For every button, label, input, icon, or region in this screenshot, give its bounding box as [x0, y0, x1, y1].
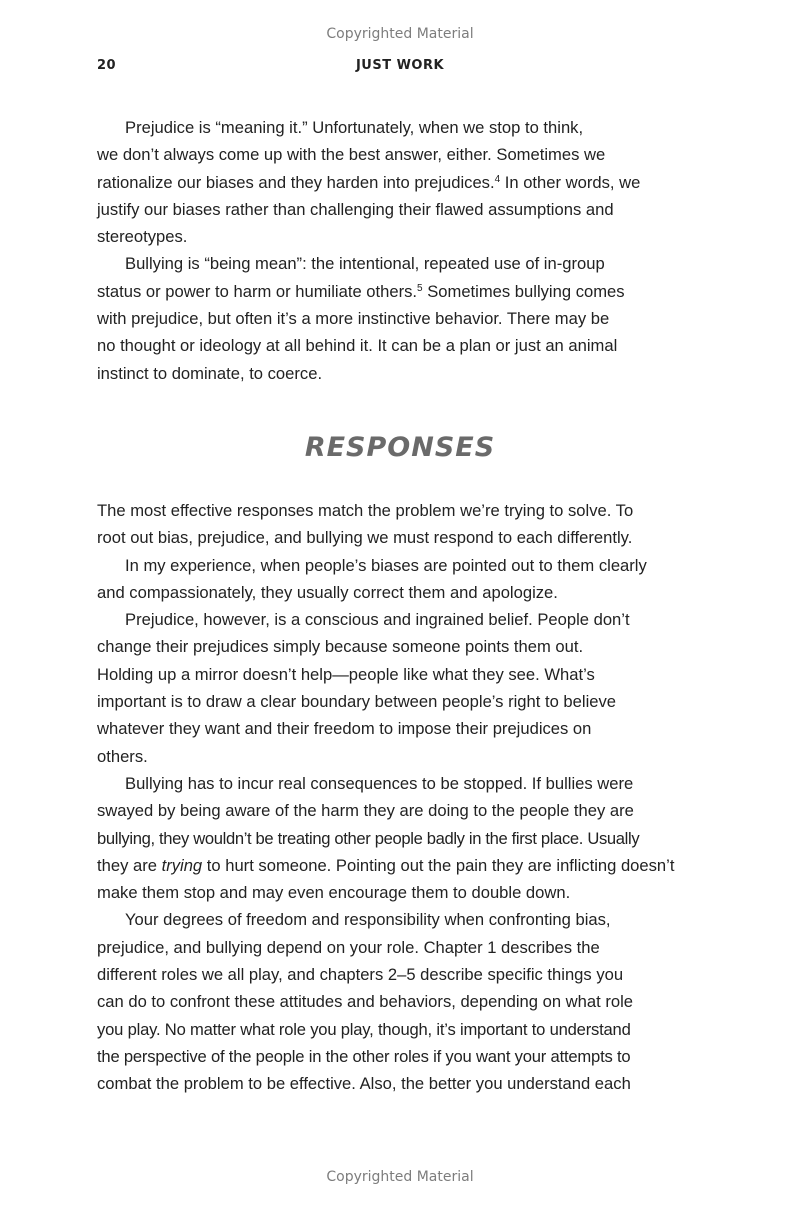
text-line: In my experience, when people’s biases are pointed out to them clearly	[125, 555, 647, 575]
text-line: whatever they want and their freedom to impose their prejudices on	[97, 719, 592, 739]
text-segment: rationalize our biases and they harden into prejudices.	[97, 172, 495, 192]
footnote-ref-5: 5	[417, 282, 423, 294]
text-line: swayed by being aware of the harm they are doing to the people they are	[97, 801, 634, 821]
text-segment: In other words, we	[500, 172, 641, 192]
text-line: can do to confront these attitudes and behaviors, depending on what role	[97, 992, 633, 1012]
running-head	[97, 58, 703, 76]
text-line: root out bias, prejudice, and bullying we must respond to each differently.	[97, 528, 633, 548]
text-line: important is to draw a clear boundary between people’s right to believe	[97, 692, 617, 712]
copyright-watermark-top: Copyrighted Material	[326, 26, 474, 42]
text-line: others.	[97, 746, 148, 766]
emphasis-trying: trying	[161, 855, 203, 875]
paragraph-bullying	[97, 250, 703, 386]
section-heading: RESPONSES	[304, 432, 496, 463]
text-segment: Sometimes bullying comes	[422, 281, 625, 301]
text-line: with prejudice, but often it’s a more instinctive behavior. There may be	[97, 309, 610, 329]
text-segment: status or power to harm or humiliate others.	[97, 281, 418, 301]
text-line: we don’t always come up with the best answer, either. Sometimes we	[97, 145, 606, 165]
text-line: bullying, they wouldn’t be treating other people badly in the first place. Usually	[97, 828, 640, 848]
text-line	[97, 278, 703, 305]
text-block-responses	[97, 497, 703, 1098]
copyright-watermark-bottom: Copyrighted Material	[326, 1169, 474, 1185]
text-line: different roles we all play, and chapters 2–5 describe specific things you	[97, 965, 624, 985]
text-line: and compassionately, they usually correct them and apologize.	[97, 582, 558, 602]
text-block-definitions	[97, 114, 703, 387]
paragraph-prejudice	[97, 114, 703, 250]
text-line: make them stop and may even encourage them to double down.	[97, 883, 571, 903]
text-line: change their prejudices simply because someone points them out.	[97, 637, 584, 657]
text-line: instinct to dominate, to coerce.	[97, 363, 323, 383]
text-line	[97, 169, 703, 196]
text-line: Your degrees of freedom and responsibility when confronting bias,	[125, 910, 611, 930]
text-line: the perspective of the people in the other roles if you want your attempts to	[97, 1046, 631, 1066]
text-segment: to hurt someone. Pointing out the pain they are inflicting doesn’t	[202, 855, 675, 875]
text-line: prejudice, and bullying depend on your role. Chapter 1 describes the	[97, 937, 600, 957]
text-line: no thought or ideology at all behind it. It can be a plan or just an animal	[97, 336, 618, 356]
paragraph-prejudice-belief	[97, 606, 703, 770]
text-line: justify our biases rather than challenging their flawed assumptions and	[97, 199, 614, 219]
text-line: Holding up a mirror doesn’t help—people like what they see. What’s	[97, 664, 595, 684]
footnote-ref-4: 4	[494, 173, 501, 185]
text-line: you play. No matter what role you play, though, it’s important to understand	[97, 1019, 631, 1039]
paragraph-experience	[97, 552, 703, 607]
text-line: The most effective responses match the problem we’re trying to solve. To	[97, 501, 634, 520]
text-line: combat the problem to be effective. Also, the better you understand each	[97, 1074, 631, 1094]
text-line: Bullying is “being mean”: the intentional, repeated use of in-group	[125, 254, 605, 274]
text-line: Prejudice is “meaning it.” Unfortunately, when we stop to think,	[125, 118, 584, 137]
text-line	[97, 852, 703, 879]
text-line: stereotypes.	[97, 227, 188, 247]
paragraph-bullying-consequences	[97, 770, 703, 906]
text-line: Bullying has to incur real consequences to be stopped. If bullies were	[125, 773, 634, 793]
paragraph-responses	[97, 497, 703, 552]
text-segment: they are	[97, 855, 162, 875]
page-number: 20	[97, 58, 117, 73]
book-title: JUST WORK	[355, 58, 445, 73]
text-line: Prejudice, however, is a conscious and ingrained belief. People don’t	[125, 610, 630, 630]
paragraph-roles	[97, 906, 703, 1097]
